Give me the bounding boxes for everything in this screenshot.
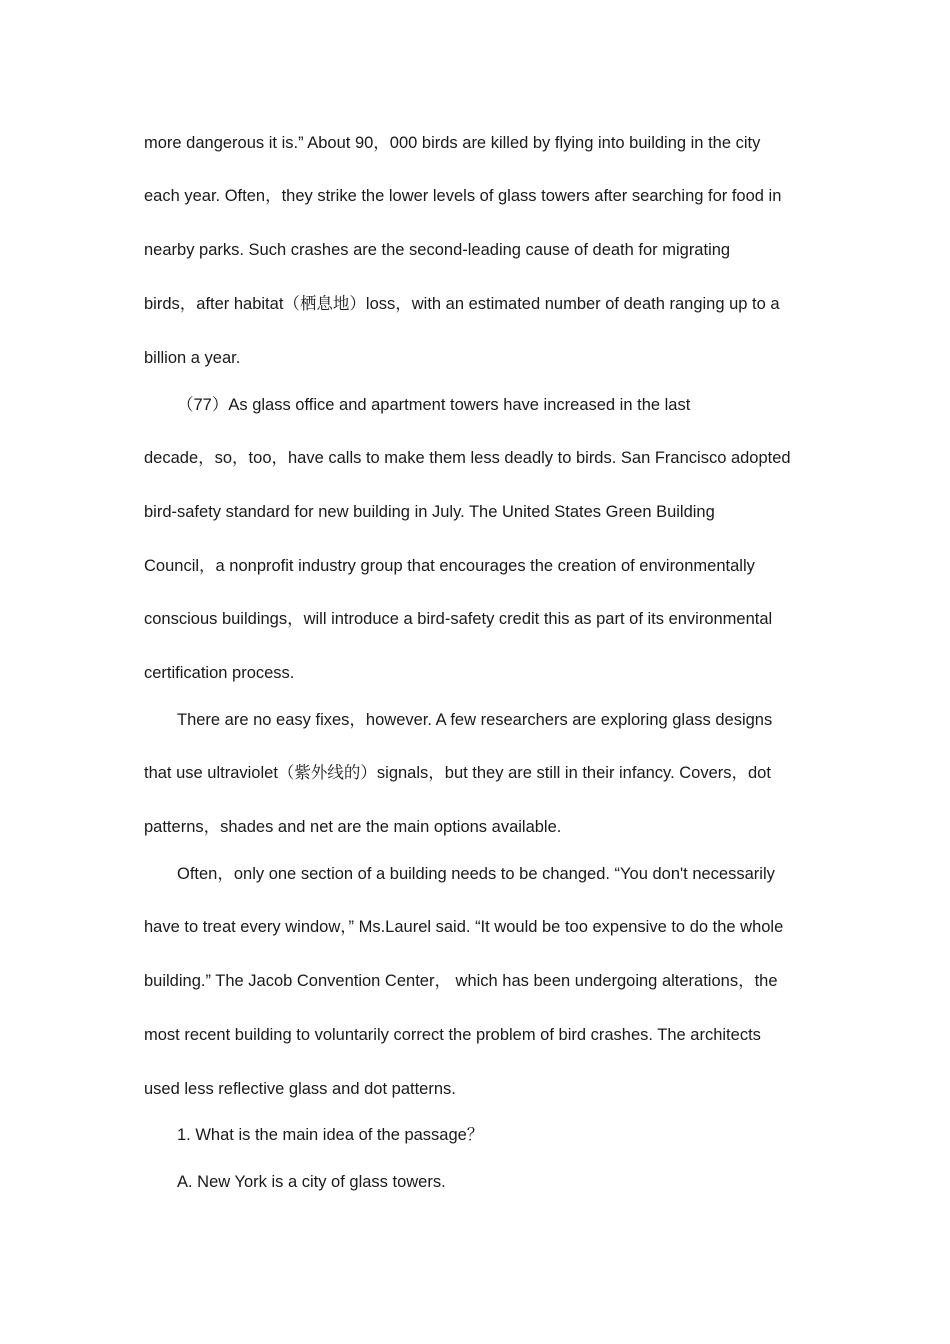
paragraph-line: birds，after habitat（栖息地）loss，with an estimated number of death ranging up to a bbox=[144, 295, 780, 313]
paragraph-line: building.” The Jacob Convention Center， which has been undergoing alterations，the bbox=[144, 972, 778, 990]
paragraph-line: bird-safety standard for new building in July. The United States Green Building bbox=[144, 503, 715, 521]
paragraph-line: most recent building to voluntarily correct the problem of bird crashes. The architects bbox=[144, 1026, 761, 1044]
paragraph-line: more dangerous it is.” About 90，000 birds are killed by flying into building in the city bbox=[144, 134, 761, 152]
paragraph-line: nearby parks. Such crashes are the second-leading cause of death for migrating bbox=[144, 241, 731, 259]
paragraph-line: Often，only one section of a building needs to be changed. “You don't necessarily bbox=[177, 865, 775, 883]
paragraph-line: Council，a nonprofit industry group that encourages the creation of environmentally bbox=[144, 557, 755, 575]
paragraph-line: billion a year. bbox=[144, 349, 241, 367]
paragraph-line: have to treat every window，” Ms.Laurel said. “It would be too expensive to do the whole bbox=[144, 918, 784, 936]
paragraph-line: used less reflective glass and dot patterns. bbox=[144, 1080, 456, 1098]
paragraph-line: patterns，shades and net are the main options available. bbox=[144, 818, 562, 836]
answer-option-a: A. New York is a city of glass towers. bbox=[177, 1173, 446, 1191]
paragraph-line: decade，so，too，have calls to make them less deadly to birds. San Francisco adopted bbox=[144, 449, 791, 467]
paragraph-line: certification process. bbox=[144, 664, 295, 682]
question-text: 1. What is the main idea of the passage？ bbox=[177, 1126, 484, 1144]
paragraph-line: There are no easy fixes，however. A few researchers are exploring glass designs bbox=[177, 711, 773, 729]
paragraph-line: （77）As glass office and apartment towers have increased in the last bbox=[177, 396, 691, 414]
paragraph-line: each year. Often，they strike the lower levels of glass towers after searching for food in bbox=[144, 187, 782, 205]
paragraph-line: that use ultraviolet（紫外线的）signals，but they are still in their infancy. Covers，dot bbox=[144, 764, 771, 782]
paragraph-line: conscious buildings，will introduce a bird-safety credit this as part of its environmental bbox=[144, 610, 773, 628]
